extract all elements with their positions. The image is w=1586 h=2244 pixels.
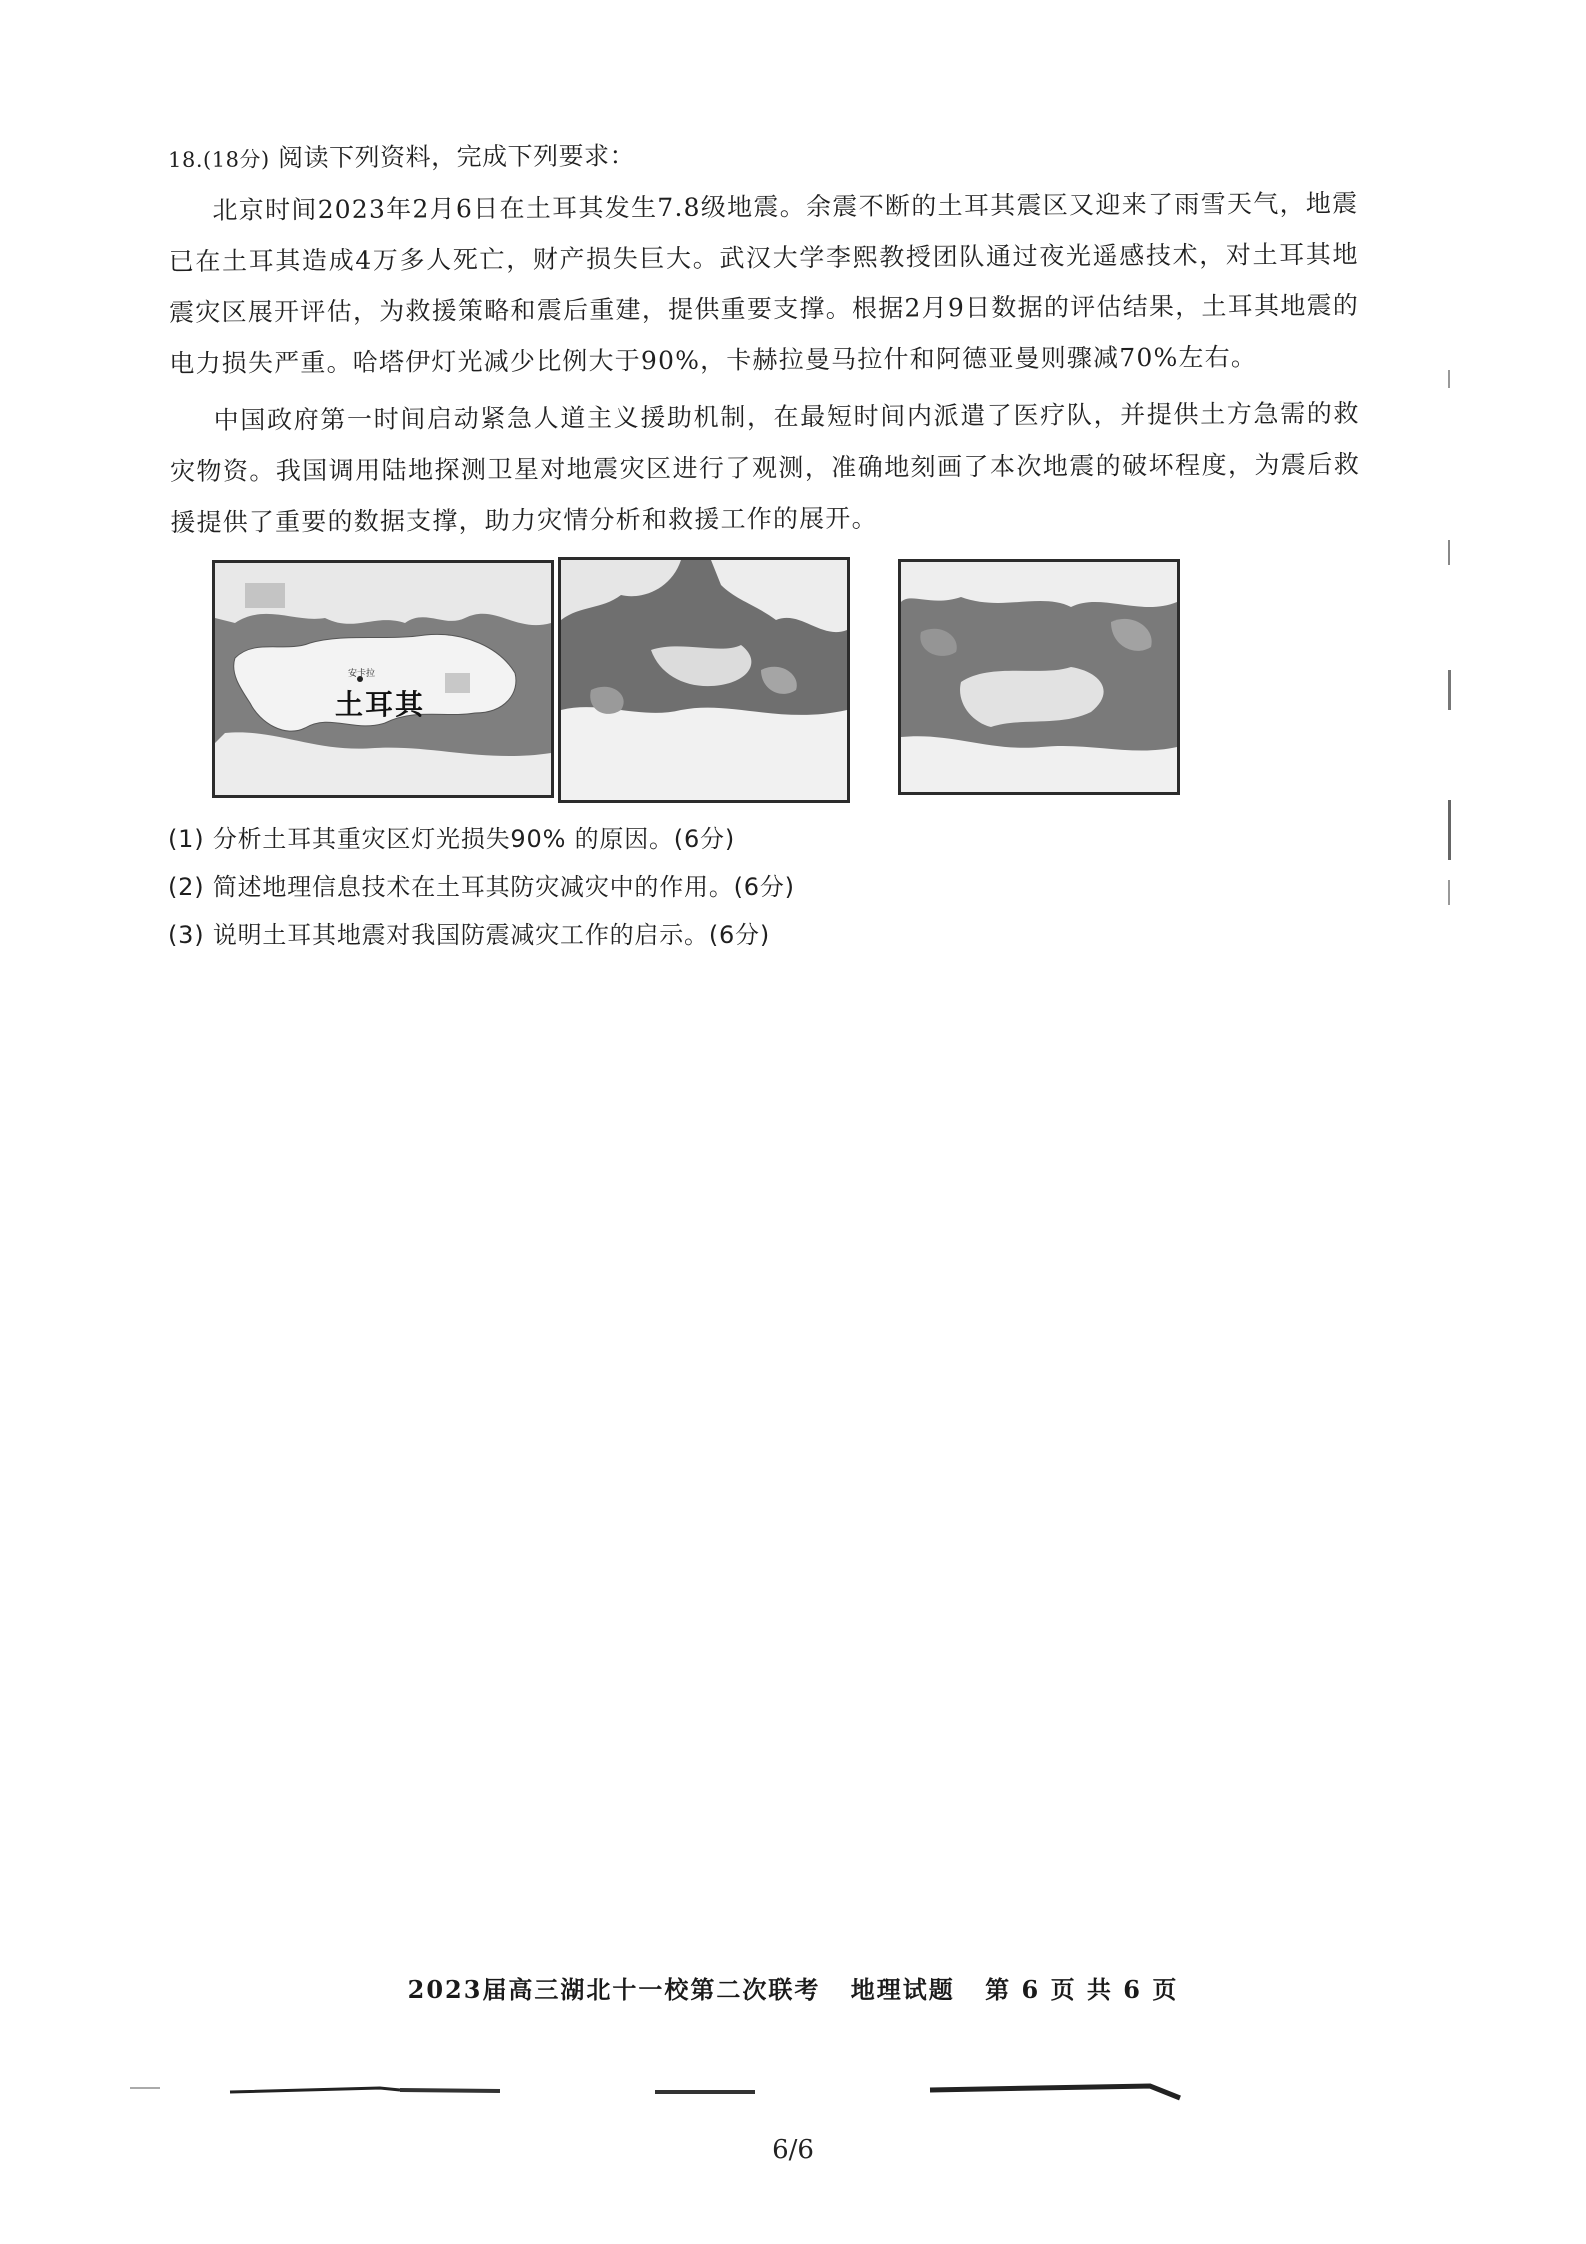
night-light-map-2 <box>558 557 850 803</box>
night-light-map-3 <box>898 559 1180 795</box>
footer-subject: 地理试题 <box>850 1975 955 2004</box>
turkey-label: 土耳其 <box>335 688 426 721</box>
footer-exam-name: 2023届高三湖北十一校第二次联考 <box>407 1975 821 2004</box>
page-footer <box>0 1970 1586 2005</box>
pdf-page-indicator: 6/6 <box>772 2135 814 2165</box>
night-light-image-2 <box>561 560 847 800</box>
question-instruction: 阅读下列资料，完成下列要求： <box>277 141 636 173</box>
subquestion-3: (3) 说明土耳其地震对我国防震减灾工作的启示。(6分) <box>168 921 771 949</box>
scan-artifact-lines <box>0 2070 1586 2110</box>
question-heading <box>168 135 1358 177</box>
question-number: 18. <box>168 147 204 172</box>
night-light-image-3 <box>901 562 1177 792</box>
night-light-figures <box>212 555 1182 805</box>
material-paragraph-2: 中国政府第一时间启动紧急人道主义援助机制，在最短时间内派遣了医疗队，并提供土方急需的救灾物资。我国调用陆地探测卫星对地震灾区进行了观测，准确地刻画了本次地震的破坏程度，为震后救援提供了重要的数据支撑，助力灾情分析和救援工作的展开。 <box>169 398 1361 537</box>
footer-page-count: 第 6 页 共 6 页 <box>985 1975 1179 2004</box>
question-18 <box>168 135 1360 548</box>
subquestions <box>168 815 1168 959</box>
subquestion-1: (1) 分析土耳其重灾区灯光损失90% 的原因。(6分) <box>168 825 735 853</box>
question-score: (18分) <box>202 147 270 172</box>
turkey-map-image <box>215 563 551 795</box>
turkey-map-figure <box>212 560 554 798</box>
subquestion-2: (2) 简述地理信息技术在土耳其防灾减灾中的作用。(6分) <box>168 873 795 901</box>
material-paragraph-1: 北京时间2023年2月6日在土耳其发生7.8级地震。余震不断的土耳其震区又迎来了雨雪天气，地震已在土耳其造成4万多人死亡，财产损失巨大。武汉大学李熙教授团队通过夜光遥感技术，对土耳其地震灾区展开评估，为救援策略和震后重建，提供重要支撑。根据2月9日数据的评估结果，土耳其地震的电力损失严重。哈塔伊灯光减少比例大于90%，卡赫拉曼马拉什和阿德亚曼则骤减70%左右。 <box>168 188 1360 378</box>
ankara-label: 安卡拉 <box>348 669 376 679</box>
scan-edge-marks <box>1440 350 1460 910</box>
